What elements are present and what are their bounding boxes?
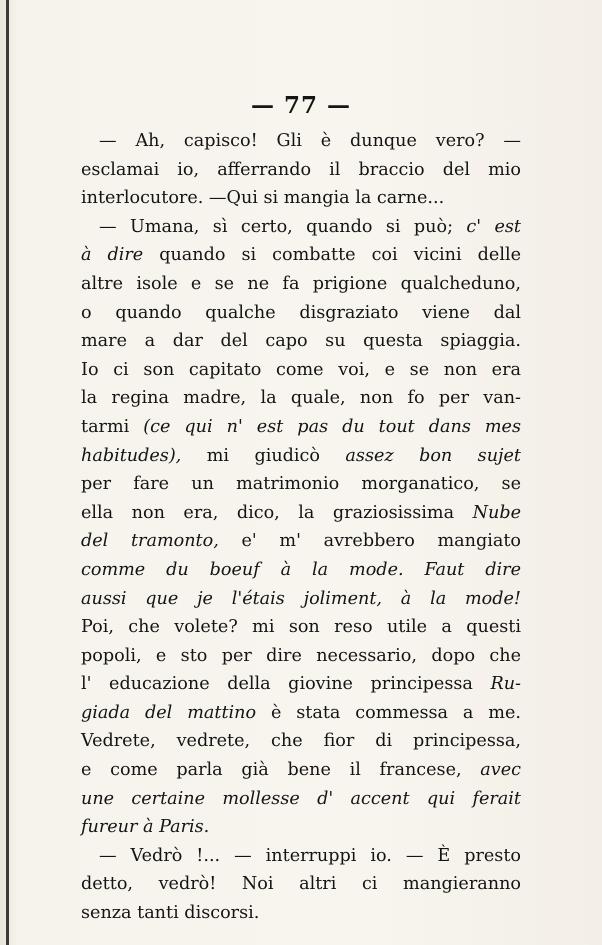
italic-segment: à dire <box>81 245 144 266</box>
text-line <box>81 499 521 528</box>
text-segment: l' educazione della giovine principessa <box>81 674 491 695</box>
text-segment: e come parla già bene il francese, <box>81 760 481 781</box>
text-segment: — Ah, capisco! Gli è dunque vero? — <box>99 131 521 151</box>
text-line <box>81 241 521 270</box>
italic-segment: Ru- <box>490 674 521 695</box>
italic-segment: fureur à Paris. <box>81 817 210 838</box>
text-line <box>81 470 521 499</box>
text-line <box>81 299 521 328</box>
text-segment: mare a dar del capo su questa spiaggia. <box>81 331 521 352</box>
text-line <box>81 556 521 585</box>
page-number: — 77 — <box>250 92 352 119</box>
italic-segment: c' est <box>466 216 522 237</box>
text-line <box>81 356 521 385</box>
text-segment: quando si combatte coi vicini delle <box>143 245 521 266</box>
text-line <box>81 899 521 928</box>
text-line <box>81 384 521 413</box>
text-line <box>81 642 521 671</box>
text-segment: Poi, che volete? mi son reso utile a questi <box>81 617 521 638</box>
italic-segment: del tramonto, <box>81 531 219 552</box>
text-line <box>81 156 521 185</box>
italic-segment: assez bon sujet <box>345 445 521 466</box>
text-segment: ella non era, dico, la graziosissima <box>81 502 473 523</box>
text-line <box>81 585 521 614</box>
text-line <box>81 727 521 756</box>
text-segment: popoli, e sto per dire necessario, dopo che <box>81 645 521 666</box>
text-segment: o quando qualche disgraziato viene dal <box>81 302 521 323</box>
text-segment: esclamai io, afferrando il braccio del mio <box>81 159 521 180</box>
text-segment: mi giudicò <box>181 445 346 466</box>
text-segment: e' m' avrebbero mangiato <box>218 531 521 552</box>
text-segment: interlocutore. —Qui si mangia la carne... <box>81 188 445 209</box>
text-line <box>81 613 521 642</box>
body-text <box>81 127 521 928</box>
text-segment: tarmi <box>81 416 144 437</box>
text-line <box>81 870 521 899</box>
text-segment: Vedrete, vedrete, che fior di principessa, <box>81 731 521 752</box>
text-line <box>81 413 521 442</box>
text-line <box>81 785 521 814</box>
italic-segment: aussi que je l'étais joliment, à la mode! <box>81 588 521 609</box>
text-line <box>81 184 521 213</box>
text-line <box>81 842 521 871</box>
text-segment: per fare un matrimonio morganatico, se <box>81 474 521 495</box>
text-segment: Io ci son capitato come voi, e se non era <box>81 359 521 380</box>
italic-segment: (ce qui n' est pas du tout dans mes <box>143 416 521 437</box>
italic-segment: avec <box>480 760 521 781</box>
text-segment: altre isole e se ne fa prigione qualcheduno, <box>81 273 521 294</box>
italic-segment: habitudes), <box>81 445 182 466</box>
italic-segment: une certaine mollesse d' accent qui ferait <box>81 788 521 809</box>
text-segment: — Vedrò !... — interruppi io. — È presto <box>99 845 521 866</box>
text-line <box>81 699 521 728</box>
italic-segment: comme du boeuf à la mode. Faut dire <box>81 559 521 580</box>
text-segment: la regina madre, la quale, non fo per van- <box>81 388 521 409</box>
text-line <box>81 127 521 156</box>
text-segment: — Umana, sì certo, quando si può; <box>99 216 467 237</box>
text-segment: detto, vedrò! Noi altri ci mangieranno <box>81 874 521 895</box>
text-line <box>81 756 521 785</box>
text-line <box>81 327 521 356</box>
text-line <box>81 670 521 699</box>
gutter-edge <box>6 0 9 945</box>
italic-segment: giada del mattino <box>81 702 257 723</box>
text-segment: senza tanti discorsi. <box>81 903 260 924</box>
text-line <box>81 270 521 299</box>
text-line <box>81 527 521 556</box>
text-line <box>81 442 521 471</box>
italic-segment: Nube <box>472 502 521 523</box>
text-segment: è stata commessa a me. <box>256 702 521 723</box>
text-line <box>81 213 521 242</box>
text-line <box>81 813 521 842</box>
